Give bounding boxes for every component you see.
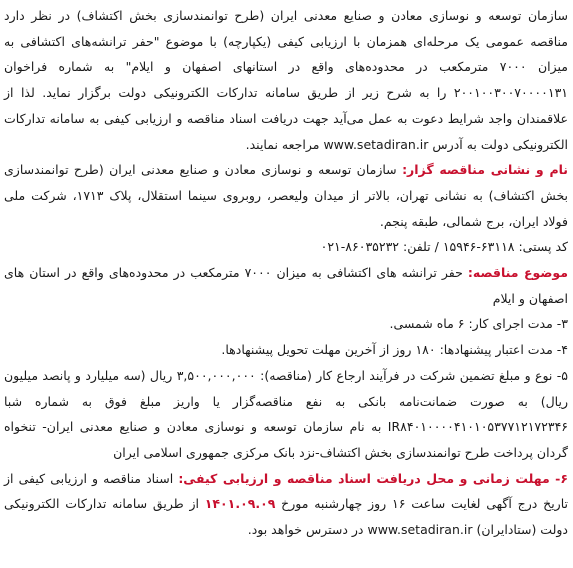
intro-website: www.setadiran.ir [323, 136, 429, 152]
organizer-paragraph [4, 157, 568, 234]
intro-tail: مراجعه نمایند. [245, 136, 320, 152]
postal-paragraph [4, 234, 568, 260]
subject-text: حفر ترانشه های اکتشافی به میزان ۷۰۰۰ مترمکعب در محدوده‌های واقع در استان های اصفهان و ایلام [4, 265, 568, 306]
organizer-label: نام و نشانی مناقصه گزار: [402, 162, 568, 178]
item-3-paragraph [4, 311, 568, 337]
item-6-date: ۱۴۰۱.۰۹.۰۹ [204, 496, 276, 512]
item-6-text-b: از طریق سامانه تدارکات الکترونیکی دولت (ستادایران) [4, 496, 568, 538]
intro-text: سازمان توسعه و نوسازی معادن و صنایع معدنی ایران (طرح توانمندسازی بخش اکتشاف) در نظر دارد مناقصه عمومی یک مرحله‌ای همزمان با ارزیابی کیفی (یکپارچه) با موضوع "حفر ترانشه‌های اکتشافی به میزان ۷۰۰۰ مترمکعب در محدوده‌های واقع در استانهای اصفهان و ایلام" به شماره فراخوان ۲۰۰۱۰۰۳۰۰۷۰۰۰۰۱۳۱ را به شرح زیر از طریق سامانه تدارکات الکترونیکی دولت برگزار نماید. لذا از علاقمندان واجد شرایط دعوت به عمل می‌آید جهت دریافت اسناد مناقصه و ارزیابی کیفی به سامانه تدارکات الکترونیکی دولت به آدرس [4, 8, 568, 152]
item-5-text: ۵- نوع و مبلغ تضمین شرکت در فرآیند ارجاع کار (مناقصه): ۳,۵۰۰,۰۰۰,۰۰۰ ریال (سه میلیارد و پانصد میلیون ریال) به صورت ضمانت‌نامه بانکی به نفع مناقصه‌گزار یا واریز مبلغ فوق به شماره شبا IR۸۴۰۱۰۰۰۰۴۱۰۱۰۵۳۷۷۱۲۱۷۲۳۴۶ به نام سازمان توسعه و نوسازی معادن و صنایع معدنی ایران- تنخواه گردان پرداخت طرح توانمندسازی بخش اکتشاف-نزد بانک مرکزی جمهوری اسلامی ایران [4, 367, 569, 460]
item-6-label: ۶- مهلت زمانی و محل دریافت اسناد مناقصه و ارزیابی کیفی: [178, 470, 569, 486]
item-6-paragraph [4, 466, 568, 543]
subject-label: موضوع مناقصه: [467, 265, 568, 281]
item-6-text-a: اسناد مناقصه و ارزیابی کیفی از تاریخ درج آگهی لغایت ساعت ۱۶ روز چهارشنبه مورخ [4, 470, 568, 512]
item-6-tail: در دسترس خواهد بود. [247, 522, 364, 538]
item-5-paragraph [4, 363, 568, 466]
organizer-text: سازمان توسعه و نوسازی معادن و صنایع معدنی ایران (طرح توانمندسازی بخش اکتشاف) به نشانی تهران، بالاتر از میدان ولیعصر، روبروی سینما استقلال، پلاک ۱۷۱۳، شرکت ملی فولاد ایران، برج شمالی، طبقه پنجم. [4, 162, 568, 229]
subject-paragraph [4, 260, 568, 311]
item-4-paragraph [4, 337, 568, 363]
tender-notice [4, 3, 568, 543]
item-6-website: www.setadiran.ir [367, 522, 473, 538]
intro-paragraph [4, 3, 568, 157]
item-4-text: ۴- مدت اعتبار پیشنهادها: ۱۸۰ روز از آخرین مهلت تحویل پیشنهادها. [221, 342, 568, 358]
item-3-text: ۳- مدت اجرای کار: ۶ ماه شمسی. [389, 316, 568, 332]
postal-text: کد پستی: ۶۳۱۱۸-۱۵۹۴۶ / تلفن: ۸۶۰۳۵۲۳۲-۰۲۱ [320, 239, 568, 255]
